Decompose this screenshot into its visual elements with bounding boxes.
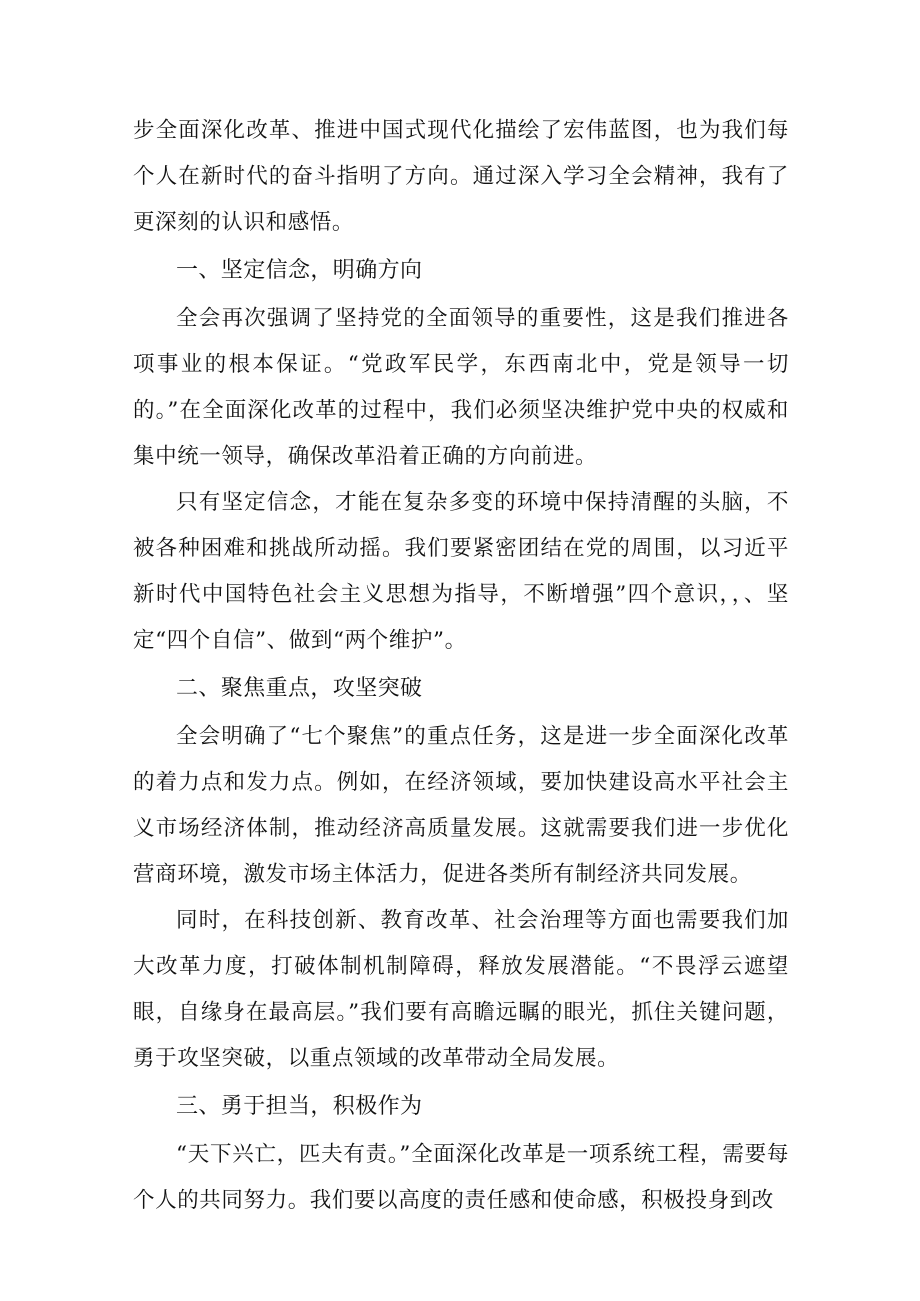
section-1: [133, 246, 789, 664]
section-paragraph: “天下兴亡，匹夫有责。”全面深化改革是一项系统工程，需要每个人的共同努力。我们要以高度的责任感和使命感，积极投身到改: [133, 1142, 789, 1213]
section-paragraph: 同时，在科技创新、教育改革、社会治理等方面也需要我们加大改革力度，打破体制机制障碍，释放发展潜能。“不畏浮云遮望眼，自缘身在最高层。”我们要有高瞻远瞩的眼光，抓住关键问题，勇于攻坚突破，以重点领域的改革带动全局发展。: [133, 908, 789, 1071]
section-paragraph: 全会再次强调了坚持党的全面领导的重要性，这是我们推进各项事业的根本保证。“党政军民学，东西南北中，党是领导一切的。”在全面深化改革的过程中，我们必须坚决维护党中央的权威和集中统一领导，确保改革沿着正确的方向前进。: [133, 306, 789, 469]
section-paragraph: 全会明确了“七个聚焦”的重点任务，这是进一步全面深化改革的着力点和发力点。例如，在经济领域，要加快建设高水平社会主义市场经济体制，推动经济高质量发展。这就需要我们进一步优化营商环境，激发市场主体活力，促进各类所有制经济共同发展。: [133, 724, 789, 887]
intro-paragraph: 步全面深化改革、推进中国式现代化描绘了宏伟蓝图，也为我们每个人在新时代的奋斗指明了方向。通过深入学习全会精神，我有了更深刻的认识和感悟。: [133, 118, 789, 235]
section-2: [133, 664, 789, 1082]
section-heading: 三、勇于担当，积极作为: [176, 1094, 423, 1119]
section-heading: 一、坚定信念，明确方向: [176, 258, 423, 283]
section-heading: 二、聚焦重点，攻坚突破: [176, 676, 423, 701]
section-3: [133, 1082, 789, 1224]
document-body: [133, 108, 789, 1224]
section-paragraph: 只有坚定信念，才能在复杂多变的环境中保持清醒的头脑，不被各种困难和挑战所动摇。我们要紧密团结在党的周围，以习近平新时代中国特色社会主义思想为指导，不断增强”四个意识，，、坚定“四个自信”、做到“两个维护”。: [133, 490, 789, 653]
